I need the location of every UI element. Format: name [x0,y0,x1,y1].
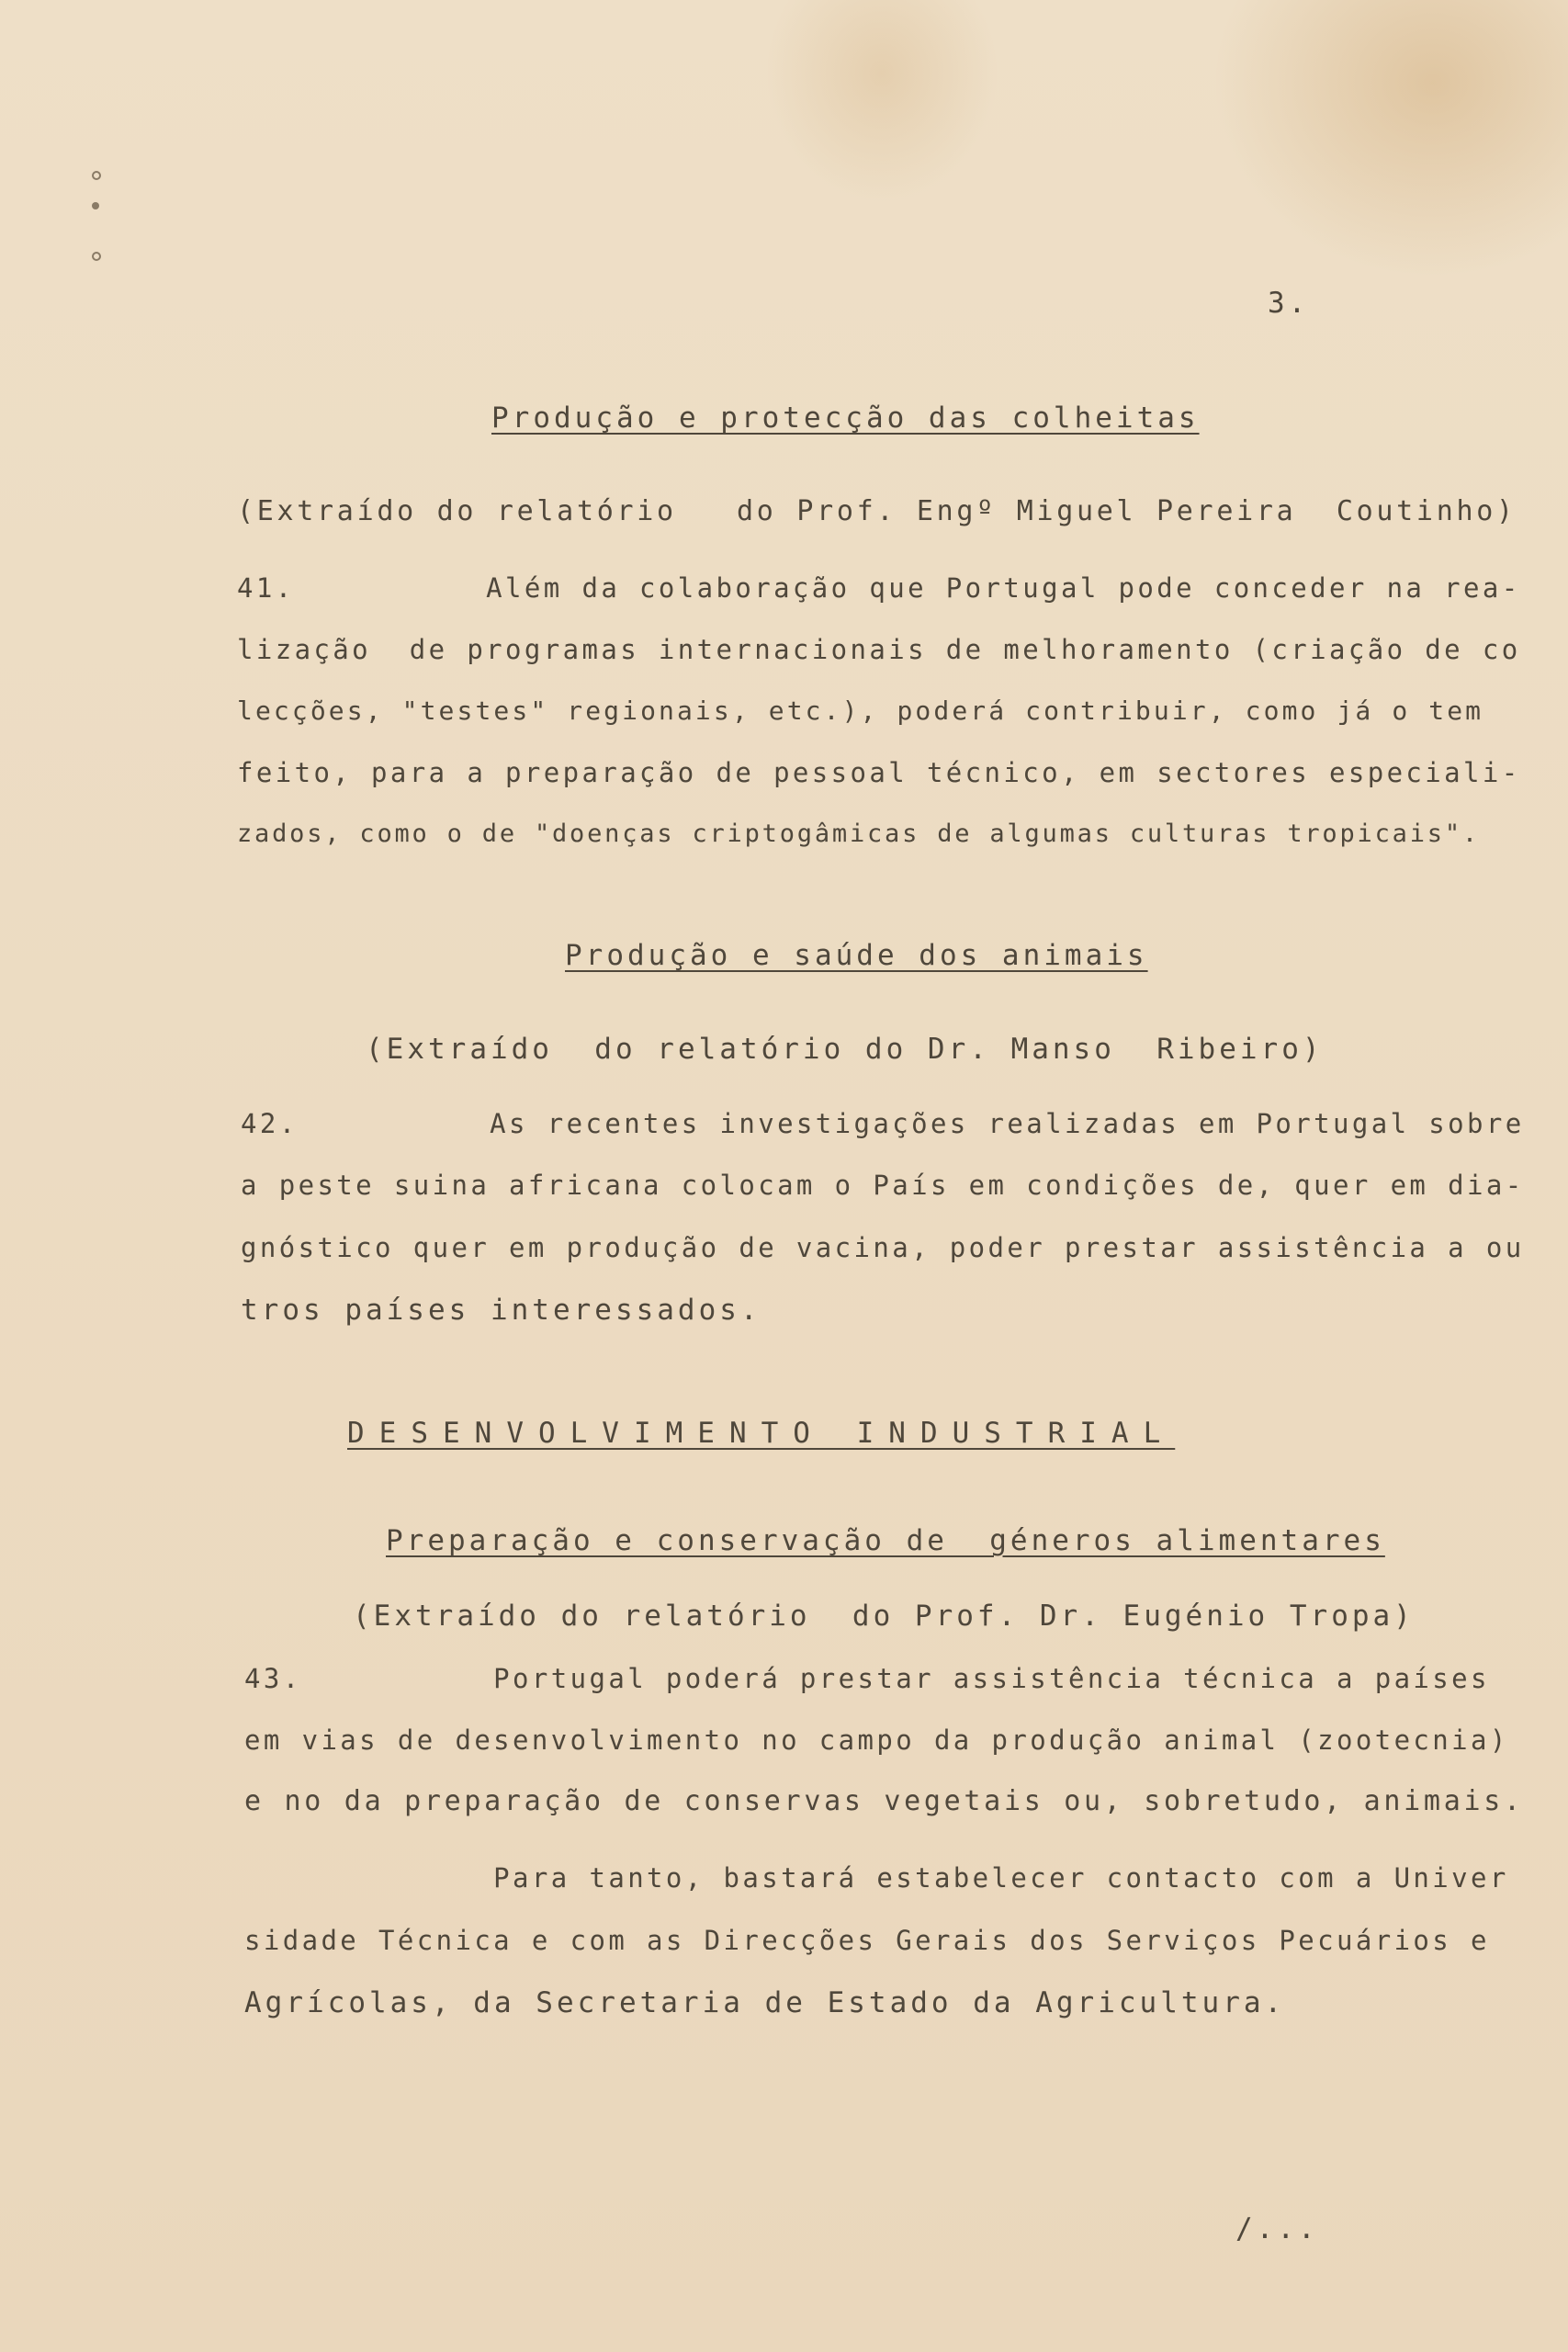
paragraph-41-line: feito, para a preparação de pessoal técnico, em sectores especiali- [237,757,1521,788]
section-source-animals: (Extraído do relatório do Dr. Manso Ribeiro) [366,1033,1324,1066]
section-title-animals: Produção e saúde dos animais [565,939,1148,972]
paragraph-44-line: Para tanto, bastará estabelecer contacto com a Univer [244,1862,1509,1894]
continuation-mark: /... [1235,2212,1319,2245]
section-title-food: Preparação e conservação de géneros alimentares [386,1524,1385,1557]
punch-hole-mark [92,171,101,180]
punch-hole-mark [92,202,99,209]
punch-hole-mark [92,252,101,261]
paragraph-44-line: Agrícolas, da Secretaria de Estado da Agricultura. [244,1986,1286,2019]
paragraph-44-line: sidade Técnica e com as Direcções Gerais dos Serviços Pecuários e [244,1925,1490,1956]
paragraph-41-line: 41. Além da colaboração que Portugal pode conceder na rea- [237,572,1521,604]
section-title-crops: Produção e protecção das colheitas [491,401,1200,435]
paragraph-42-line: tros países interessados. [241,1294,761,1327]
page-number: 3. [1268,287,1310,320]
paragraph-41-line: lização de programas internacionais de melhoramento (criação de co [237,634,1521,665]
main-heading: DESENVOLVIMENTO INDUSTRIAL [347,1417,1176,1450]
section-source-food: (Extraído do relatório do Prof. Dr. Eugénio Tropa) [353,1600,1415,1633]
paragraph-41-line: zados, como o de "doenças criptogâmicas de algumas culturas tropicais". [237,820,1480,848]
paragraph-41-line: lecções, "testes" regionais, etc.), poderá contribuir, como já o tem [237,695,1484,726]
paragraph-42-line: gnóstico quer em produção de vacina, poder prestar assistência a ou [241,1232,1525,1263]
paragraph-42-line: 42. As recentes investigações realizadas em Portugal sobre [241,1108,1525,1139]
paragraph-43-line: e no da preparação de conservas vegetais ou, sobretudo, animais. [244,1785,1524,1817]
section-source-crops: (Extraído do relatório do Prof. Engº Miguel Pereira Coutinho) [237,495,1517,527]
paragraph-43-line: em vias de desenvolvimento no campo da produção animal (zootecnia) [244,1724,1509,1756]
paragraph-42-line: a peste suina africana colocam o País em condições de, quer em dia- [241,1170,1525,1201]
paragraph-43-line: 43. Portugal poderá prestar assistência técnica a países [244,1663,1490,1694]
